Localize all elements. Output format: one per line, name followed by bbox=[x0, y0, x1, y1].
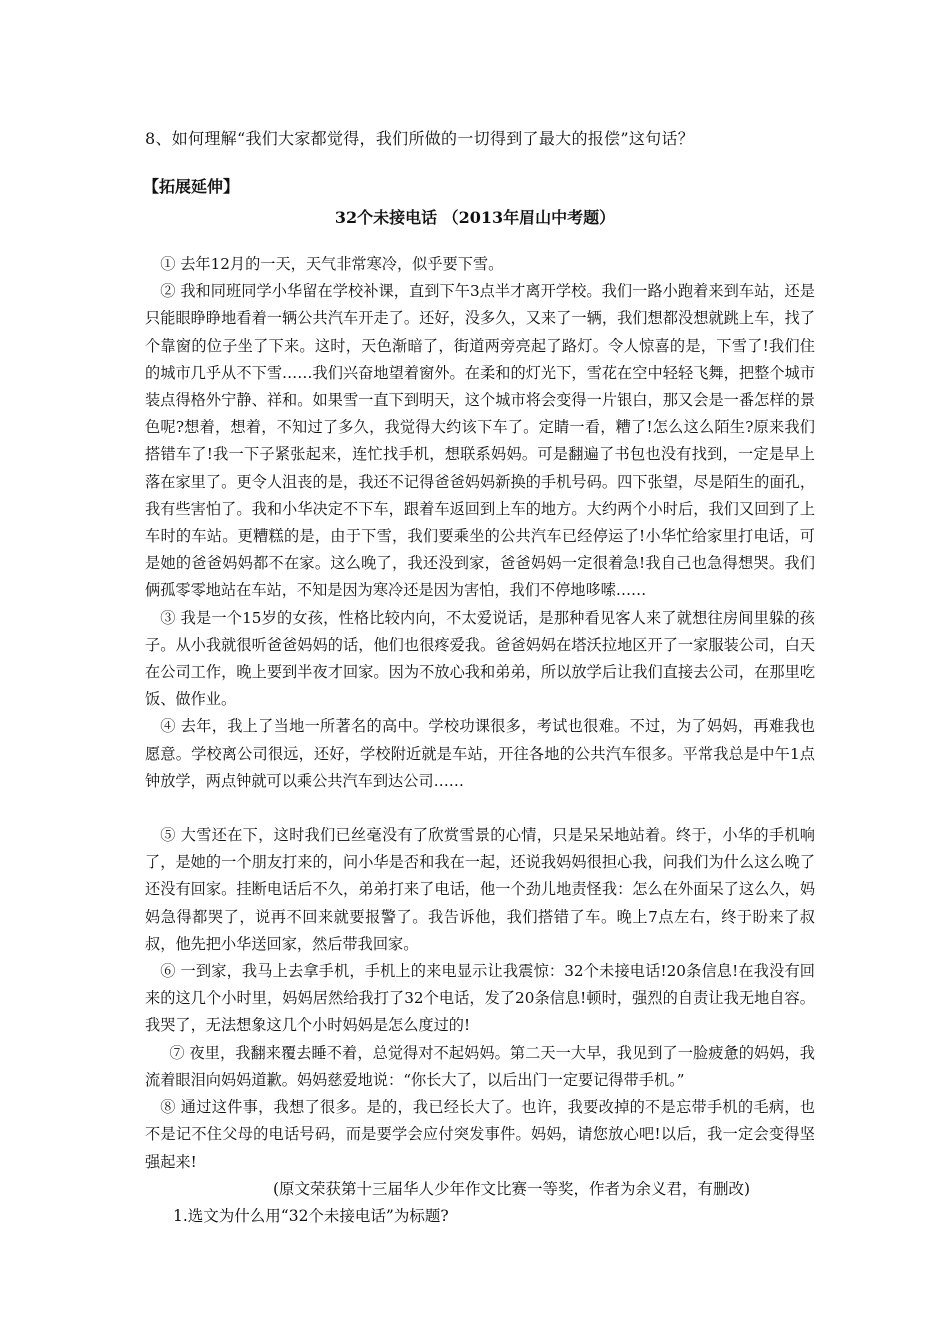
paragraph-6: ⑥ 一到家，我马上去拿手机，手机上的来电显示让我震惊：32个未接电话!20条信息!在我没有回来的这几个小时里，妈妈居然给我打了32个电话，发了20条信息!顿时，强烈的自责让我无地自容。我哭了，无法想象这几个小时妈妈是怎么度过的! bbox=[145, 962, 815, 1035]
blank-line bbox=[145, 795, 815, 822]
paragraph-1: ① 去年12月的一天，天气非常寒冷，似乎要下雪。 bbox=[160, 255, 504, 273]
question-8: 8、如何理解“我们大家都觉得，我们所做的一切得到了最大的报偿”这句话？ bbox=[145, 129, 695, 148]
question-1: 1.选文为什么用“32个未接电话”为标题? bbox=[173, 1206, 449, 1225]
paragraph-2: ② 我和同班同学小华留在学校补课，直到下午3点半才离开学校。我们一路小跑着来到车站，还是只能眼睁睁地看着一辆公共汽车开走了。还好，没多久，又来了一辆，我们想都没想就跳上车，找了个靠窗的位子坐了下来。这时，天色渐暗了，街道两旁亮起了路灯。令人惊喜的是，下雪了!我们住的城市几乎从不下雪……我们兴奋地望着窗外。在柔和的灯光下，雪花在空中轻轻飞舞，把整个城市装点得格外宁静、祥和。如果雪一直下到明天，这个城市将会变得一片银白，那又会是一番怎样的景色呢?想着，想着，不知过了多久，我觉得大约该下车了。定睛一看，糟了!怎么这么陌生?原来我们搭错车了!我一下子紧张起来，连忙找手机，想联系妈妈。可是翻遍了书包也没有找到，一定是早上落在家里了。更令人沮丧的是，我还不记得爸爸妈妈新换的手机号码。四下张望，尽是陌生的面孔，我有些害怕了。我和小华决定不下车，跟着车返回到上车的地方。大约两个小时后，我们又回到了上车时的车站。更糟糕的是，由于下雪，我们要乘坐的公共汽车已经停运了!小华忙给家里打电话，可是她的爸爸妈妈都不在家。这么晚了，我还没到家，爸爸妈妈一定很着急!我自己也急得想哭。我们俩孤零零地站在车站，不知是因为寒冷还是因为害怕，我们不停地哆嗦…… bbox=[145, 282, 815, 600]
paragraph-8: ⑧ 通过这件事，我想了很多。是的，我已经长大了。也许，我要改掉的不是忘带手机的毛病，也不是记不住父母的电话号码，而是要学会应付突发事件。妈妈，请您放心吧!以后，我一定会变得坚强起来! bbox=[145, 1098, 815, 1171]
article-title: 32个未接电话 （2013年眉山中考题） bbox=[334, 208, 616, 227]
paragraph-7: ⑦ 夜里，我翻来覆去睡不着，总觉得对不起妈妈。第二天一大早，我见到了一脸疲惫的妈妈，我流着眼泪向妈妈道歉。妈妈慈爱地说：“你长大了，以后出门一定要记得带手机。” bbox=[145, 1043, 815, 1089]
paragraph-5: ⑤ 大雪还在下，这时我们已丝毫没有了欣赏雪景的心情，只是呆呆地站着。终于，小华的手机响了，是她的一个朋友打来的，问小华是否和我在一起，还说我妈妈很担心我，问我们为什么这么晚了还没有回家。挂断电话后不久，弟弟打来了电话，他一个劲儿地责怪我：怎么在外面呆了这么久，妈妈急得都哭了，说再不回来就要报警了。我告诉他，我们搭错了车。晚上7点左右，终于盼来了叔叔，他先把小华送回家，然后带我回家。 bbox=[145, 826, 815, 953]
article-body bbox=[145, 251, 815, 1230]
section-heading: 【拓展延伸】 bbox=[143, 177, 240, 196]
paragraph-3: ③ 我是一个15岁的女孩，性格比较内向，不太爱说话，是那种看见客人来了就想往房间里躲的孩子。从小我就很听爸爸妈妈的话，他们也很疼爱我。爸爸妈妈在塔沃拉地区开了一家服装公司，白天在公司工作，晚上要到半夜才回家。因为不放心我和弟弟，所以放学后让我们直接去公司，在那里吃饭、做作业。 bbox=[145, 608, 815, 709]
source-note: (原文荣获第十三届华人少年作文比赛一等奖，作者为余义君，有删改) bbox=[273, 1179, 751, 1198]
paragraph-4: ④ 去年，我上了当地一所著名的高中。学校功课很多，考试也很难。不过，为了妈妈，再难我也愿意。学校离公司很远，还好，学校附近就是车站，开往各地的公共汽车很多。平常我总是中午1点钟放学，两点钟就可以乘公共汽车到达公司…… bbox=[145, 717, 815, 790]
